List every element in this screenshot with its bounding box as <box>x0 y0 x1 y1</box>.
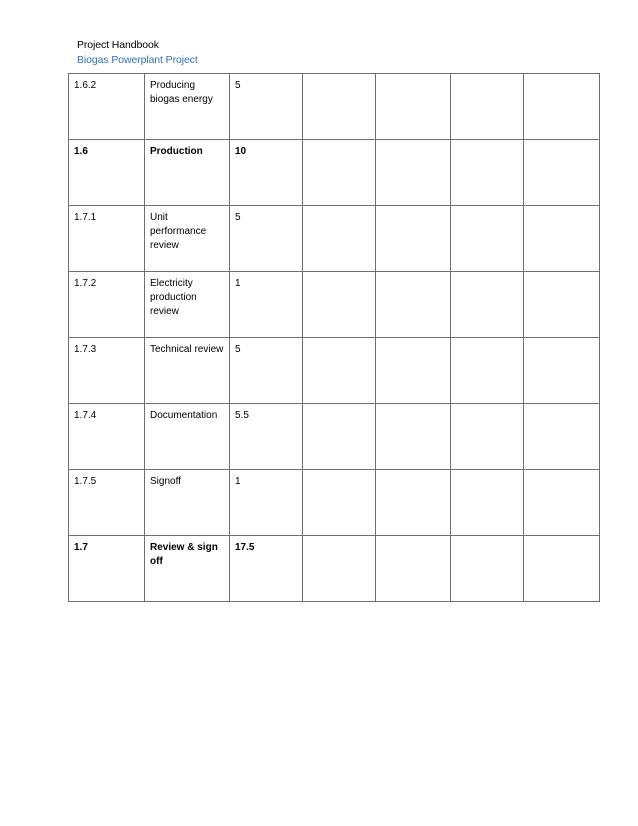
table-row <box>69 470 600 536</box>
page-header <box>77 38 198 68</box>
table-row <box>69 140 600 206</box>
empty-cell <box>376 536 451 602</box>
task-value-cell: 1 <box>230 470 303 536</box>
task-name-cell: Technical review <box>145 338 230 404</box>
empty-cell <box>376 272 451 338</box>
empty-cell <box>376 206 451 272</box>
task-value-cell: 1 <box>230 272 303 338</box>
table-row <box>69 272 600 338</box>
task-value-cell: 10 <box>230 140 303 206</box>
empty-cell <box>524 272 600 338</box>
empty-cell <box>376 338 451 404</box>
task-value-cell: 5 <box>230 338 303 404</box>
task-id-cell: 1.7.2 <box>69 272 145 338</box>
task-id-cell: 1.7.5 <box>69 470 145 536</box>
task-name-cell: Documentation <box>145 404 230 470</box>
empty-cell <box>524 206 600 272</box>
task-name-cell: Signoff <box>145 470 230 536</box>
empty-cell <box>524 536 600 602</box>
table-row <box>69 536 600 602</box>
empty-cell <box>451 206 524 272</box>
empty-cell <box>303 140 376 206</box>
empty-cell <box>524 338 600 404</box>
empty-cell <box>303 536 376 602</box>
table-row <box>69 74 600 140</box>
empty-cell <box>303 74 376 140</box>
project-subtitle: Biogas Powerplant Project <box>77 54 198 66</box>
empty-cell <box>451 338 524 404</box>
task-name-cell: Unit performance review <box>145 206 230 272</box>
empty-cell <box>303 272 376 338</box>
task-name-cell: Electricity production review <box>145 272 230 338</box>
empty-cell <box>303 470 376 536</box>
table-row <box>69 338 600 404</box>
task-value-cell: 5 <box>230 206 303 272</box>
empty-cell <box>524 74 600 140</box>
empty-cell <box>451 404 524 470</box>
task-name-cell: Review & sign off <box>145 536 230 602</box>
task-id-cell: 1.7 <box>69 536 145 602</box>
task-value-cell: 5.5 <box>230 404 303 470</box>
schedule-table <box>68 73 600 602</box>
empty-cell <box>524 470 600 536</box>
empty-cell <box>451 140 524 206</box>
empty-cell <box>376 404 451 470</box>
empty-cell <box>524 140 600 206</box>
empty-cell <box>303 404 376 470</box>
handbook-title: Project Handbook <box>77 39 159 51</box>
task-id-cell: 1.6.2 <box>69 74 145 140</box>
table-row <box>69 206 600 272</box>
empty-cell <box>451 272 524 338</box>
empty-cell <box>303 338 376 404</box>
task-id-cell: 1.7.1 <box>69 206 145 272</box>
task-id-cell: 1.7.3 <box>69 338 145 404</box>
empty-cell <box>451 470 524 536</box>
empty-cell <box>376 74 451 140</box>
task-name-cell: Producing biogas energy <box>145 74 230 140</box>
empty-cell <box>376 140 451 206</box>
table-row <box>69 404 600 470</box>
empty-cell <box>303 206 376 272</box>
task-value-cell: 17.5 <box>230 536 303 602</box>
task-value-cell: 5 <box>230 74 303 140</box>
empty-cell <box>524 404 600 470</box>
task-id-cell: 1.7.4 <box>69 404 145 470</box>
empty-cell <box>451 74 524 140</box>
empty-cell <box>376 470 451 536</box>
task-name-cell: Production <box>145 140 230 206</box>
empty-cell <box>451 536 524 602</box>
task-id-cell: 1.6 <box>69 140 145 206</box>
